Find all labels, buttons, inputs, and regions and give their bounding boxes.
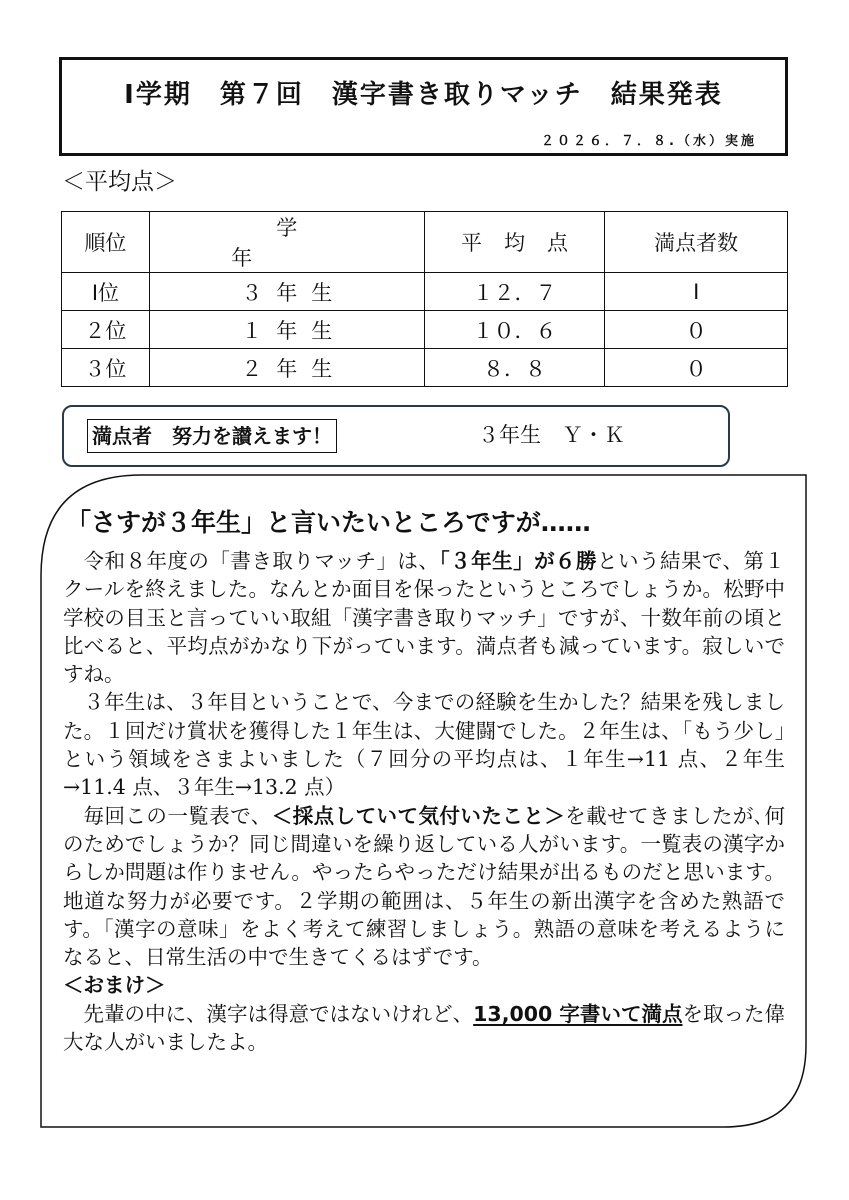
grade-text: １年生 [241, 318, 347, 343]
p3-text-a: 毎回この一覧表で、 [83, 803, 272, 828]
grade-text: ２年生 [241, 356, 347, 381]
p4-text-a: 先輩の中に、漢字は得意ではないけれど、 [83, 1001, 474, 1026]
p4-text-c: を取った偉大な人がいましたよ。 [63, 1001, 786, 1055]
article-body [63, 547, 785, 1056]
p1-text-c: という結果で、第１クールを終えました。なんとか面目を保ったというところでしょうか。松野中学校の目玉と言っていい取組「漢字書き取りマッチ」ですが、十数年前の頃と比べると、平均点がかなり下がっています。満点者も減っています。寂しいですね。 [63, 549, 785, 687]
rank-cell: Ⅰ位 [62, 273, 150, 311]
article-paragraph-2: ３年生は、３年目ということで、今までの経験を生かした？結果を残しました。１回だけ賞状を獲得した１年生は、大健闘でした。２年生は、「もう少し」という領域をさまよいました（７回分の平均点は、１年生→11 点、２年生→11.4 点、３年生→13.2 点） [63, 690, 785, 800]
rank-cell: ２位 [62, 311, 150, 349]
praise-student-name: ３年生 Ｙ・Ｋ [478, 423, 625, 447]
p4-emphasis: 13,000 字書いて満点 [473, 1001, 683, 1026]
article-headline: 「さすが３年生」と言いたいところですが…… [66, 508, 591, 537]
column-header-rank: 順位 [62, 212, 150, 273]
p3-emphasis: ＜採点していて気付いたこと＞ [271, 803, 565, 828]
article-paragraph-1 [63, 547, 785, 688]
average-cell: １０．６ [424, 311, 605, 349]
omake-heading: ＜おまけ＞ [63, 973, 166, 998]
article-paragraph-3 [63, 802, 785, 972]
praise-label: 満点者 努力を讃えます！ [87, 419, 337, 453]
average-cell: １２．７ [424, 273, 605, 311]
p1-text-a: 令和８年度の「書き取りマッチ」は、 [83, 549, 440, 573]
p1-emphasis: 「３年生」が６勝 [439, 549, 598, 573]
average-heading: ＜平均点＞ [62, 169, 177, 195]
column-header-average-text: 平均点 [461, 231, 590, 255]
page-title: Ⅰ学期 第７回 漢字書き取りマッチ 結果発表 [124, 80, 723, 110]
perfect-count-cell: ０ [605, 311, 788, 349]
average-cell: ８．８ [424, 349, 605, 387]
perfect-count-cell: Ⅰ [605, 273, 788, 311]
column-header-grade-text: 学年 [231, 216, 388, 270]
event-date: ２０２６．７．８.（水）実施 [541, 134, 757, 149]
grade-text: ３年生 [241, 280, 347, 305]
rank-cell: ３位 [62, 349, 150, 387]
column-header-perfect: 満点者数 [605, 212, 788, 273]
perfect-count-cell: ０ [605, 349, 788, 387]
p3-text-c: を載せてきましたが､何のためでしょうか？同じ間違いを繰り返している人がいます。一覧表の漢字からしか問題は作りません。やったらやっただけ結果が出るものだと思います。地道な努力が必要です。２学期の範囲は、５年生の新出漢字を含めた熟語です。「漢字の意味」をよく考えて練習しましょう。熟語の意味を考えるようになると、日常生活の中で生きてくるはずです。 [63, 803, 786, 970]
article-paragraph-4 [63, 1000, 785, 1057]
